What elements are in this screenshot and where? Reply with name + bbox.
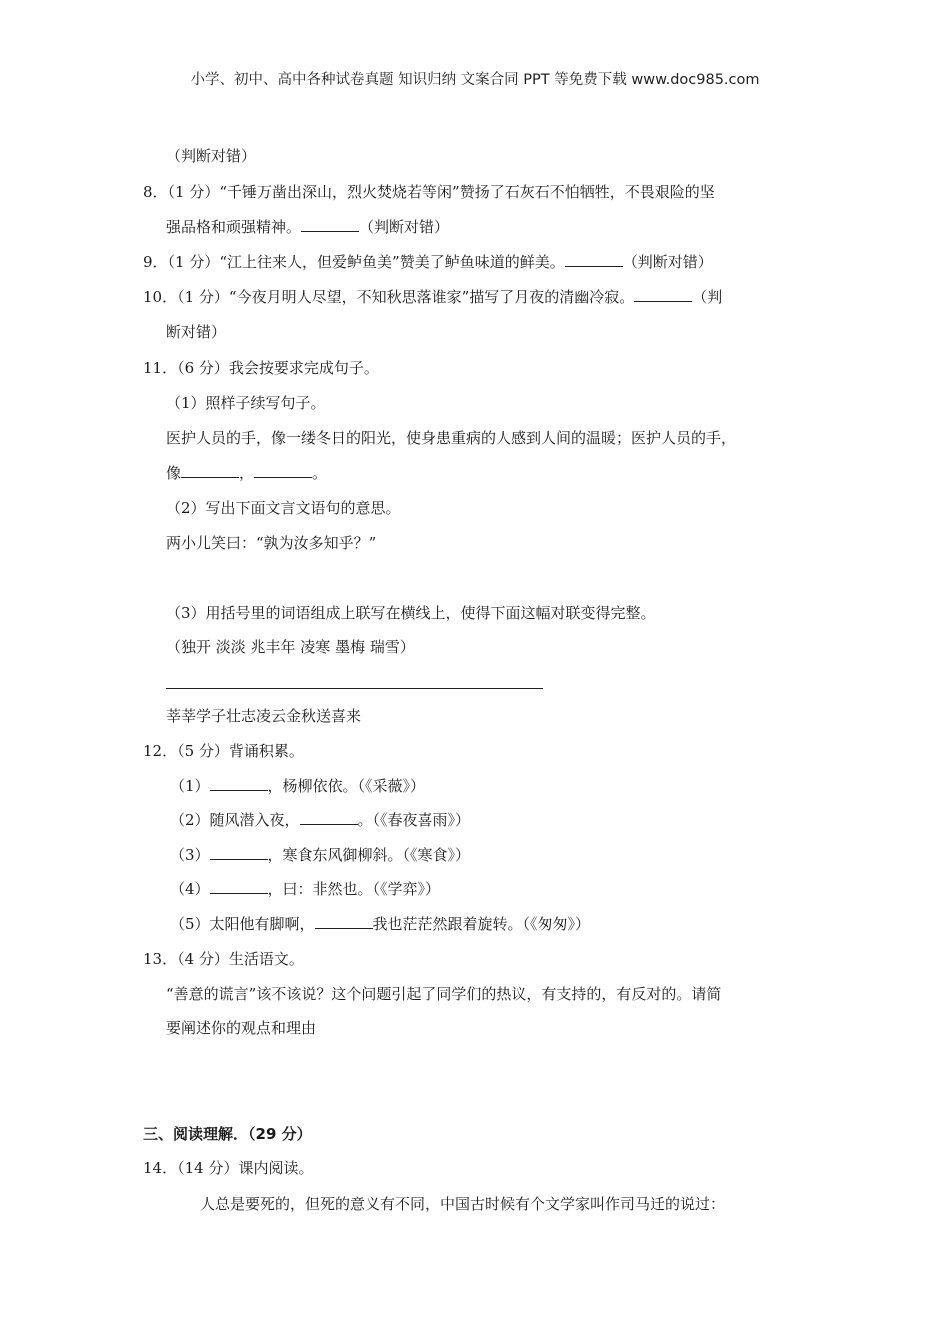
q12-item-1: （1） ，杨柳依依。（《采薇》） bbox=[170, 777, 426, 795]
answer-blank[interactable] bbox=[300, 810, 358, 825]
q11-part1-example: 医护人员的手，像一缕冬日的阳光，使身患重病的人感到人间的温暖；医护人员的手， bbox=[166, 429, 737, 447]
answer-blank[interactable] bbox=[210, 845, 268, 860]
question-8-line1: 8．（1 分）“千锤万凿出深山，烈火焚烧若等闲”赞扬了石灰石不怕牺牲，不畏艰险的坚 bbox=[143, 183, 715, 201]
q11-part1-label: （1）照样子续写句子。 bbox=[166, 394, 326, 412]
page-header-watermark: 小学、初中、高中各种试卷真题 知识归纳 文案合同 PPT 等免费下载 www.doc985.com bbox=[190, 72, 760, 88]
q11-part2-sentence: 两小儿笑曰：“孰为汝多知乎？” bbox=[166, 534, 377, 552]
q14-passage-first-line: 人总是要死的，但死的意义有不同，中国古时候有个文学家叫作司马迁的说过： bbox=[200, 1195, 726, 1213]
answer-blank[interactable] bbox=[565, 252, 623, 267]
question-14-title: 14．（14 分）课内阅读。 bbox=[143, 1159, 314, 1177]
answer-blank[interactable] bbox=[301, 217, 359, 232]
question-12-title: 12．（5 分）背诵积累。 bbox=[143, 742, 304, 760]
question-13-title: 13．（4 分）生活语文。 bbox=[143, 950, 304, 968]
q12-item-5: （5）太阳他有脚啊， 我也茫茫然跟着旋转。（《匆匆》） bbox=[170, 915, 591, 933]
question-10-line1: 10．（1 分）“今夜月明人尽望，不知秋思落谁家”描写了月夜的清幽冷寂。 （判 bbox=[143, 288, 723, 306]
answer-blank[interactable] bbox=[210, 879, 268, 894]
answer-blank[interactable] bbox=[634, 287, 692, 302]
q13-prompt-line1: “善意的谎言”该不该说？这个问题引起了同学们的热议，有支持的，有反对的。请简 bbox=[166, 985, 722, 1003]
couplet-second-line: 莘莘学子壮志凌云金秋送喜来 bbox=[166, 707, 362, 725]
answer-blank[interactable] bbox=[315, 914, 373, 929]
question-9: 9．（1 分）“江上往来人，但爱鲈鱼美”赞美了鲈鱼味道的鲜美。 （判断对错） bbox=[143, 253, 713, 271]
q12-item-2: （2）随风潜入夜， 。（《春夜喜雨》） bbox=[170, 811, 471, 829]
section-3-heading: 三、阅读理解．（29 分） bbox=[143, 1125, 312, 1143]
question-10-line2: 断对错） bbox=[166, 323, 227, 341]
q11-part3-words: （独开 淡淡 兆丰年 凌寒 墨梅 瑞雪） bbox=[166, 638, 415, 656]
answer-blank[interactable] bbox=[210, 776, 268, 791]
q7-tail: （判断对错） bbox=[166, 147, 257, 165]
q11-part3-label: （3）用括号里的词语组成上联写在横线上，使得下面这幅对联变得完整。 bbox=[166, 604, 656, 622]
answer-blank[interactable] bbox=[181, 463, 239, 478]
q11-part2-label: （2）写出下面文言文语句的意思。 bbox=[166, 499, 401, 517]
couplet-first-line-blank[interactable] bbox=[166, 688, 543, 689]
q12-item-4: （4） ，曰：非然也。（《学弈》） bbox=[170, 880, 441, 898]
q13-prompt-line2: 要阐述你的观点和理由 bbox=[166, 1019, 317, 1037]
question-11-title: 11．（6 分）我会按要求完成句子。 bbox=[143, 359, 379, 377]
question-8-line2: 强品格和顽强精神。 （判断对错） bbox=[166, 218, 450, 236]
q11-part1-answer: 像 ， 。 bbox=[166, 464, 328, 482]
answer-blank[interactable] bbox=[254, 463, 312, 478]
q12-item-3: （3） ，寒食东风御柳斜。（《寒食》） bbox=[170, 846, 471, 864]
